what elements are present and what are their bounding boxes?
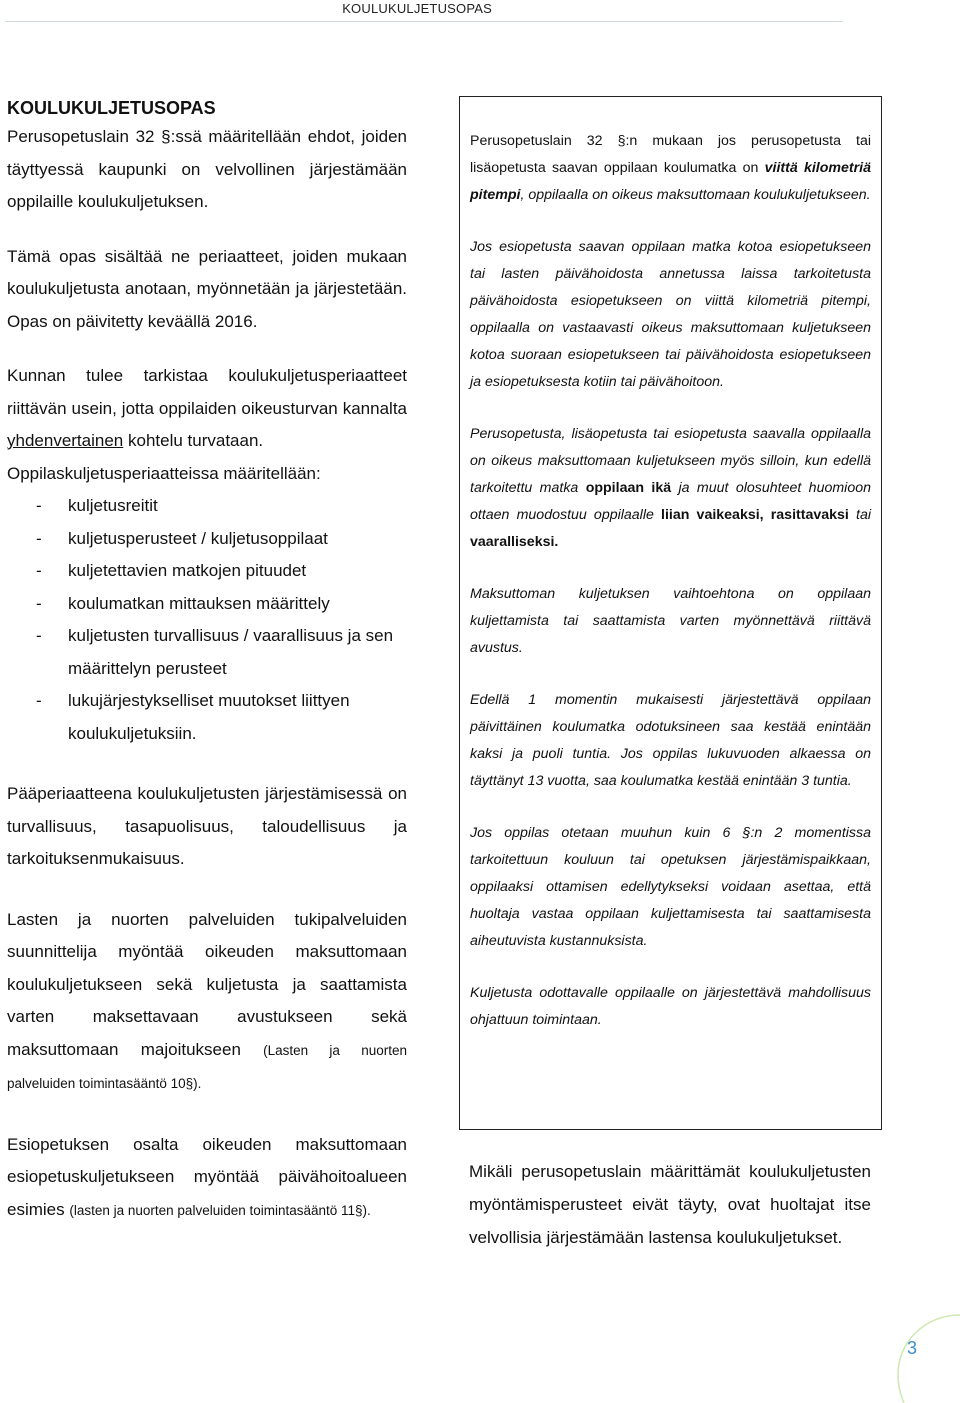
list-item: - kuljetusten turvallisuus / vaarallisuus ja sen määrittelyn perusteet [7,620,407,685]
box-paragraph: Jos esiopetusta saavan oppilaan matka kotoa esiopetukseen tai lasten päivähoidosta annetussa laissa tarkoitetusta päivähoidosta esiopetukseen on viittä kilometriä pitempi, oppilaalla on vastaavasti oikeus maksuttomaan kuljetukseen kotoa suoraan esiopetukseen tai päivähoidosta esiopetukseen ja esiopetuksesta kotiin tai päivähoitoon. [470,239,871,390]
box-text: Perusopetusta, lisäopetusta tai esiopetusta saavalla oppilaalla on oikeus maksuttomaan kuljetukseen myös silloin, kun edellä tarkoitettu matka [470,426,871,496]
page-corner-arc [898,1315,960,1403]
intro-paragraph: Perusopetuslain 32 §:ssä määritellään ehdot, joiden täyttyessä kaupunki on velvollinen järjestämään oppilaille koulukuljetuksen. [7,127,407,211]
authority-text: Lasten ja nuorten palveluiden tukipalveluiden suunnittelija myöntää oikeuden maksuttomaan koulukuljetukseen sekä kuljetusta ja saattamista varten maksettavaan avustukseen sekä maksuttomaan majoitukseen [7,909,407,1059]
list-item: - kuljetettavien matkojen pituudet [7,555,407,588]
box-text: ja muut olosuhteet huomioon ottaen muodostuu oppilaalle [470,480,871,523]
list-item: - kuljetusreitit [7,490,407,523]
box-emphasis: vaaralliseksi. [470,534,559,550]
principles-paragraph: Pääperiaatteena koulukuljetusten järjestämisessä on turvallisuus, tasapuolisuus, taloudellisuus ja tarkoituksenmukaisuus. [7,784,407,868]
box-paragraph: Maksuttoman kuljetuksen vaihtoehtona on oppilaan kuljettamista tai saattamista varten myönnettävä riittävä avustus. [470,586,871,656]
box-text: tai [848,507,871,523]
box-paragraph [470,421,871,556]
legal-excerpt-box [459,96,882,1130]
box-text: Perusopetuslain 32 §:n mukaan jos perusopetusta tai lisäopetusta saavan oppilaan koulumatka on [470,133,871,176]
list-item: - lukujärjestykselliset muutokset liittyen koulukuljetuksiin. [7,685,407,750]
box-emphasis: liian vaikeaksi, rasittavaksi [661,507,849,523]
running-header: KOULUKULJETUSOPAS [342,1,492,16]
definitions-list [7,490,407,750]
box-paragraph: Edellä 1 momentin mukaisesti järjestettävä oppilaan päivittäinen koulumatka odotuksineen saa kestää enintään kaksi ja puoli tuntia. Jos oppilas lukuvuoden alkaessa on täyttänyt 13 vuotta, saa koulumatka kestää enintään 3 tuntia. [470,692,871,789]
box-emphasis: viittä kilometriä pitempi [470,160,871,203]
preschool-paragraph [7,1129,407,1228]
authority-reference: (Lasten ja nuorten palveluiden toimintasääntö 10§). [7,1042,407,1091]
box-emphasis: oppilaan ikä [585,480,672,496]
review-paragraph [7,360,407,458]
list-item: - kuljetusperusteet / kuljetusoppilaat [7,523,407,556]
definitions-intro: Oppilaskuljetusperiaatteissa määritellään: [7,463,321,483]
review-text-underlined: yhdenvertainen [7,431,124,450]
scope-paragraph: Tämä opas sisältää ne periaatteet, joiden mukaan koulukuljetusta anotaan, myönnetään ja järjestetään. Opas on päivitetty keväällä 2016. [7,246,407,331]
authority-paragraph [7,904,407,1101]
conclusion-paragraph: Mikäli perusopetuslain määrittämät koulukuljetusten myöntämisperusteet eivät täyty, ovat huoltajat itse velvollisia järjestämään lastensa koulukuljetukset. [469,1162,871,1247]
box-paragraph: Jos oppilas otetaan muuhun kuin 6 §:n 2 momentissa tarkoitettuun kouluun tai opetuksen järjestämispaikkaan, oppilaaksi ottamisen edellytykseksi voidaan asettaa, että huoltaja vastaa oppilaan kuljettamisesta tai saattamisesta aiheutuvista kustannuksista. [470,825,871,949]
preschool-reference: (lasten ja nuorten palveluiden toimintasääntö 11§). [69,1202,371,1218]
review-text-1: Kunnan tulee tarkistaa koulukuljetusperiaatteet riittävän usein, jotta oppilaiden oikeusturvan kannalta [7,366,407,418]
list-item: - koulumatkan mittauksen määrittely [7,588,407,621]
header-divider [5,21,843,22]
left-column [7,95,407,1227]
preschool-text: Esiopetuksen osalta oikeuden maksuttomaan esiopetuskuljetukseen myöntää päivähoitoalueen esimies [7,1134,407,1219]
box-text: , oppilaalla on oikeus maksuttomaan koulukuljetukseen. [520,187,871,203]
document-title: KOULUKULJETUSOPAS [7,98,216,118]
box-paragraph: Kuljetusta odottavalle oppilaalle on järjestettävä mahdollisuus ohjattuun toimintaan. [470,985,871,1028]
box-paragraph [470,128,871,209]
page-number: 3 [907,1338,918,1358]
review-text-2: kohtelu turvataan. [123,431,264,450]
